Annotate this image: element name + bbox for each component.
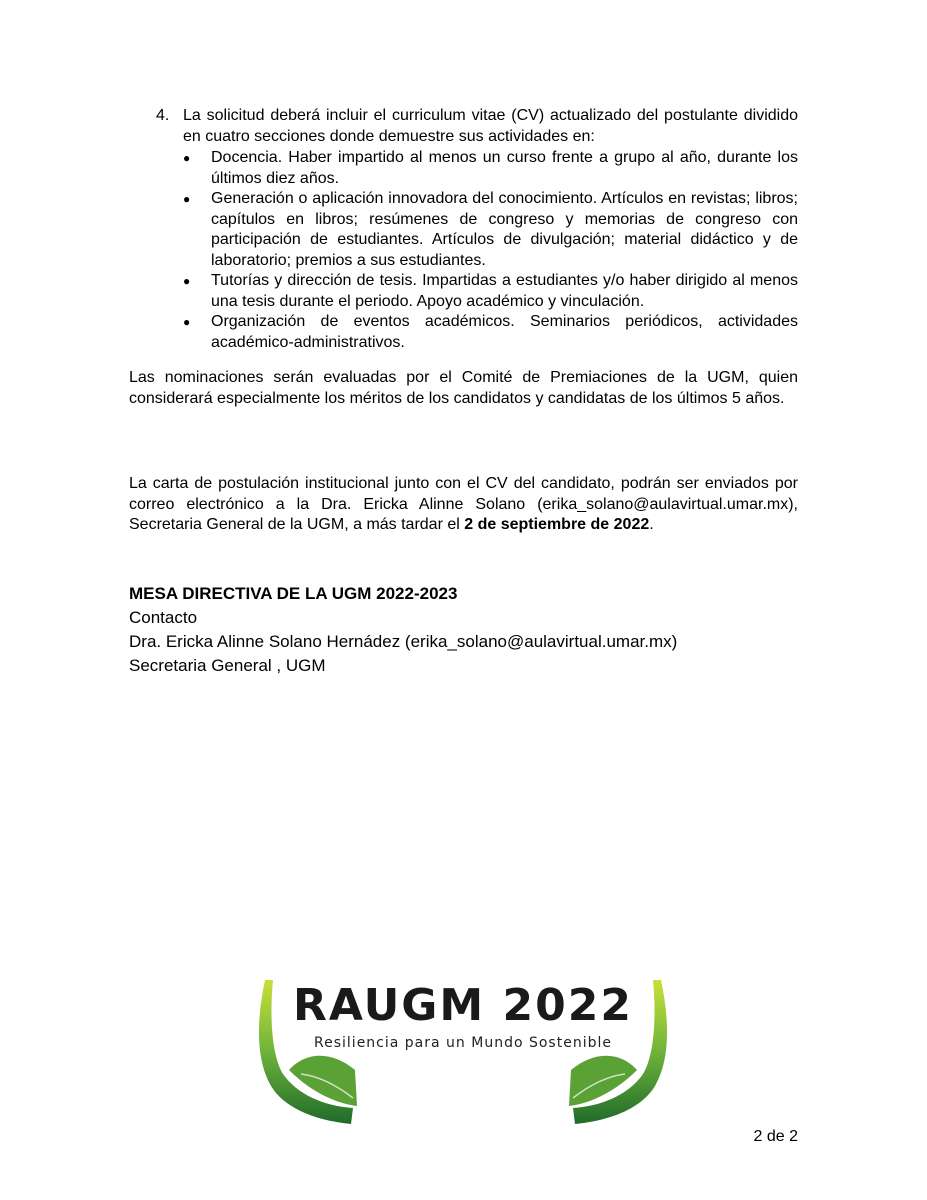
submission-paragraph	[129, 474, 798, 536]
board-heading: MESA DIRECTIVA DE LA UGM 2022-2023	[129, 584, 458, 603]
item-intro: La solicitud deberá incluir el curriculum vitae (CV) actualizado del postulante dividido en cuatro secciones donde demuestre sus actividades en:	[183, 107, 798, 145]
contact-role: Secretaria General , UGM	[129, 656, 326, 675]
contact-label: Contacto	[129, 608, 198, 627]
bullet-text: Tutorías y dirección de tesis. Impartidas a estudiantes y/o haber dirigido al menos una tesis durante el periodo. Apoyo académico y vinculación.	[211, 272, 798, 310]
item-number: 4.	[156, 107, 170, 124]
bullet-text: Organización de eventos académicos. Seminarios periódicos, actividades académico-administrativos.	[211, 313, 798, 351]
bullet-icon: ●	[183, 274, 191, 288]
submission-deadline: 2 de septiembre de 2022	[464, 516, 650, 533]
bullet-item-tutorias	[183, 271, 798, 312]
bullet-icon: ●	[183, 315, 191, 329]
submission-text: La carta de postulación institucional junto con el CV del candidato, podrán ser enviados por correo electrónico a la Dra. Ericka Alinne Solano (erika_solano@aulavirtual.umar.mx), Secretaria General de la UGM, a más tardar el	[129, 475, 798, 533]
bullet-icon: ●	[183, 192, 191, 206]
bullet-item-organizacion	[183, 312, 798, 353]
evaluation-paragraph: Las nominaciones serán evaluadas por el Comité de Premiaciones de la UGM, quien considerará especialmente los méritos de los candidatos y candidatas de los últimos 5 años.	[129, 369, 798, 407]
bullet-text: Generación o aplicación innovadora del conocimiento. Artículos en revistas; libros; capítulos en libros; resúmenes de congreso y memorias de congreso con participación de estudiantes. Artículos de divulgación; material didáctico y de laboratorio; premios a sus estudiantes.	[211, 190, 798, 269]
bullet-text: Docencia. Haber impartido al menos un curso frente a grupo al año, durante los últimos diez años.	[211, 149, 798, 187]
logo-title: RAUGM 2022	[293, 980, 633, 1031]
logo-subtitle: Resiliencia para un Mundo Sostenible	[314, 1035, 612, 1051]
activities-bullet-list	[183, 148, 798, 353]
bullet-item-docencia	[183, 148, 798, 189]
numbered-item-4	[156, 106, 798, 147]
bullet-item-generacion	[183, 189, 798, 271]
submission-end: .	[649, 516, 654, 533]
page-number: 2 de 2	[753, 1128, 798, 1145]
raugm-logo	[253, 978, 673, 1126]
contact-person: Dra. Ericka Alinne Solano Hernádez (erika_solano@aulavirtual.umar.mx)	[129, 632, 678, 651]
signature-block	[129, 582, 829, 678]
bullet-icon: ●	[183, 151, 191, 165]
